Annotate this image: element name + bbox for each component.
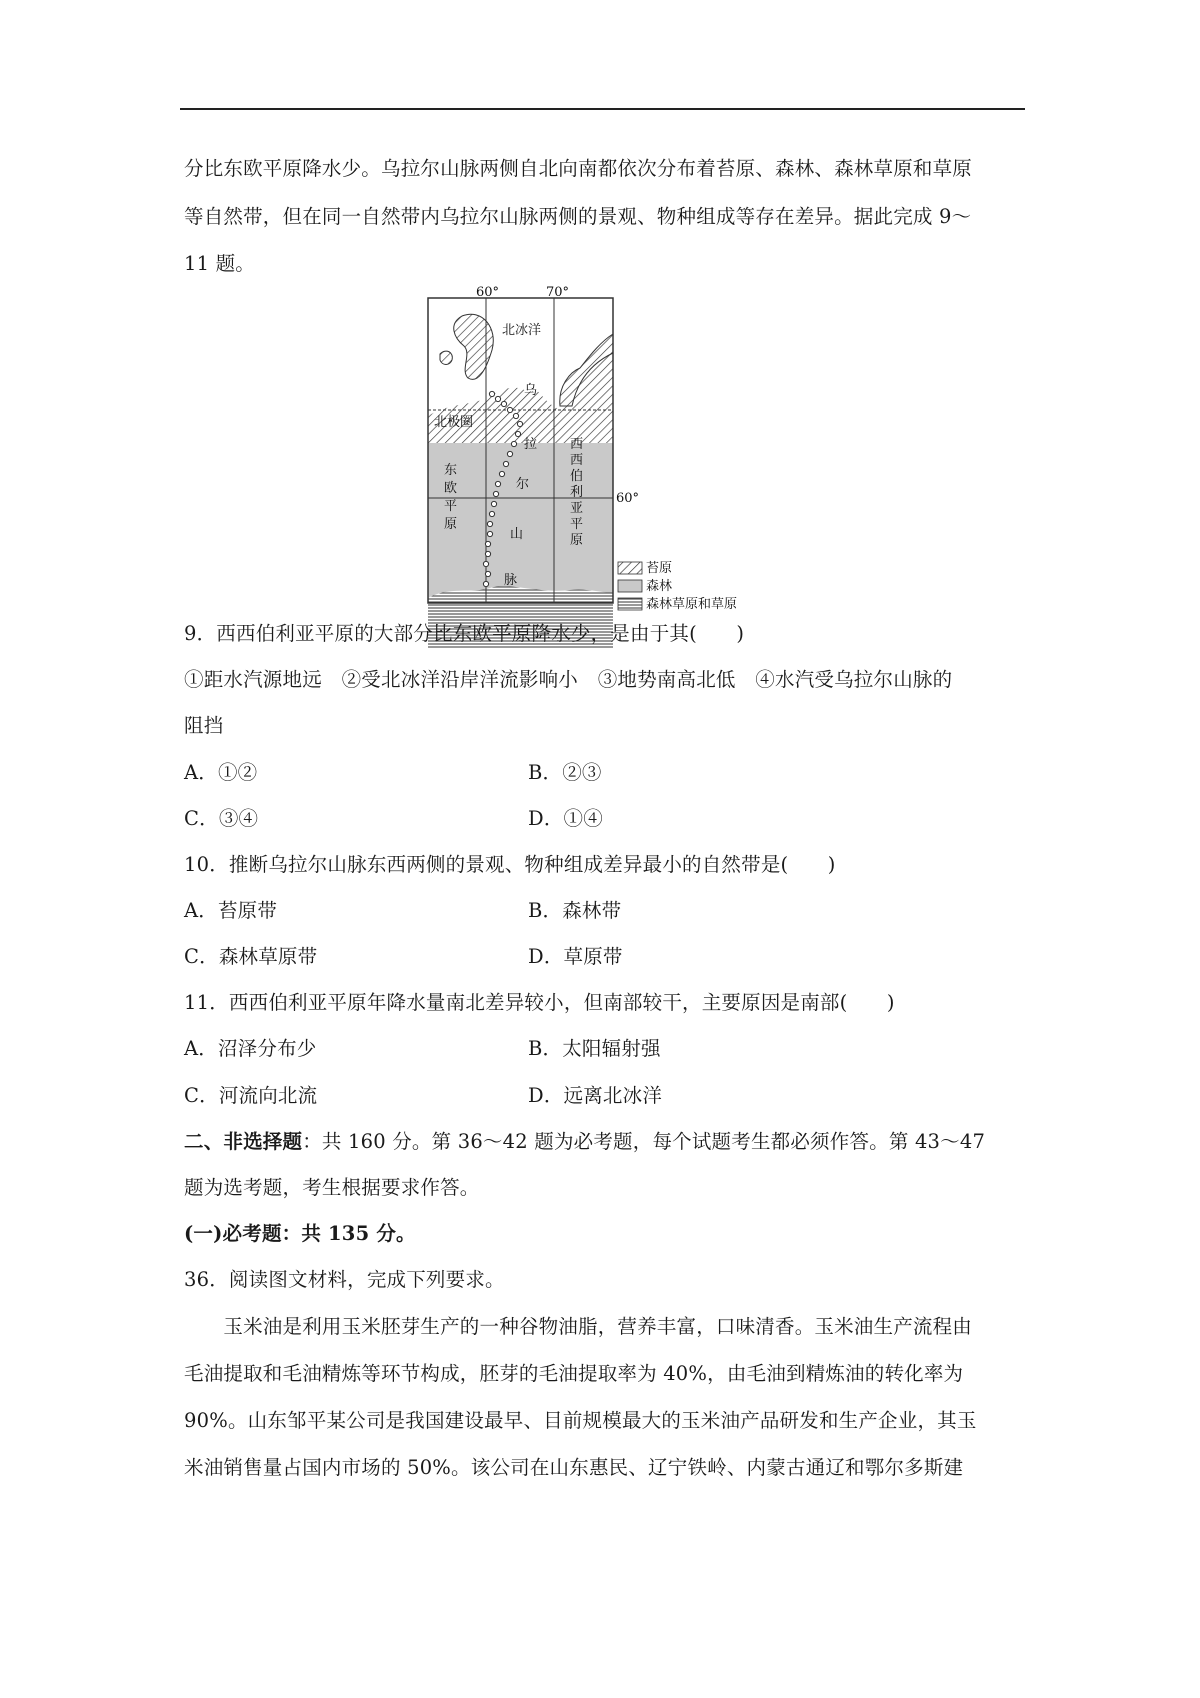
- ural-label-3: 尔: [516, 477, 530, 492]
- q11-stem: 11．西西伯利亚平原年降水量南北差异较小，但南部较干，主要原因是南部( ): [184, 991, 895, 1014]
- section-2-line-2: 题为选考题，考生根据要求作答。: [184, 1176, 480, 1199]
- eeplain-char-2: 欧: [444, 481, 458, 496]
- ural-label-5: 脉: [504, 573, 518, 588]
- legend-label-tundra: 苔原: [646, 561, 673, 576]
- eeplain-char-3: 平: [444, 499, 458, 514]
- eeplain-char-1: 东: [444, 463, 458, 478]
- arctic-circle-label: 北极圈: [434, 415, 474, 430]
- intro-line-2: 等自然带，但在同一自然带内乌拉尔山脉两侧的景观、物种组成等存在差异。据此完成 9～: [184, 205, 972, 228]
- q11-choice-a: A．沼泽分布少: [184, 1037, 317, 1060]
- eeplain-char-4: 原: [444, 517, 458, 532]
- q10-choice-a: A．苔原带: [184, 899, 278, 922]
- section-2-line-1-rest: ：共 160 分。第 36～42 题为必考题，每个试题考生都必须作答。第 43～47: [302, 1130, 986, 1153]
- q9-choice-d: D．①④: [528, 807, 603, 830]
- q9-stem: 9．西西伯利亚平原的大部分比东欧平原降水少，是由于其( ): [184, 622, 745, 645]
- legend-swatch-forest: [618, 580, 642, 592]
- q9-options-line-1: ①距水汽源地远 ②受北冰洋沿岸洋流影响小 ③地势南高北低 ④水汽受乌拉尔山脉的: [184, 668, 953, 691]
- header-rule: [180, 108, 1025, 110]
- q11-choice-d: D．远离北冰洋: [528, 1084, 663, 1107]
- wsplain-char-5: 亚: [570, 501, 584, 516]
- wsplain-char-6: 平: [570, 517, 584, 532]
- q10-choice-b: B．森林带: [528, 899, 622, 922]
- q11-choice-b: B．太阳辐射强: [528, 1037, 661, 1060]
- q36-para-line-1: 玉米油是利用玉米胚芽生产的一种谷物油脂，营养丰富，口味清香。玉米油生产流程由: [184, 1315, 973, 1338]
- q10-choice-c: C．森林草原带: [184, 945, 318, 968]
- legend-label-forest: 森林: [646, 579, 673, 594]
- intro-line-1: 分比东欧平原降水少。乌拉尔山脉两侧自北向南都依次分布着苔原、森林、森林草原和草原: [184, 157, 973, 180]
- legend-label-steppe: 森林草原和草原: [646, 597, 738, 612]
- wsplain-char-1: 西: [570, 437, 584, 452]
- q36-para-line-4: 米油销售量占国内市场的 50%。该公司在山东惠民、辽宁铁岭、内蒙古通辽和鄂尔多斯建: [184, 1456, 964, 1479]
- q9-choice-c: C．③④: [184, 807, 259, 830]
- q36-stem: 36．阅读图文材料，完成下列要求。: [184, 1268, 505, 1291]
- q10-stem: 10．推断乌拉尔山脉东西两侧的景观、物种组成差异最小的自然带是( ): [184, 853, 836, 876]
- ural-label-4: 山: [510, 527, 524, 542]
- lon-60-label: 60°: [476, 285, 500, 300]
- wsplain-char-3: 伯: [570, 469, 584, 484]
- legend-swatch-tundra: [618, 562, 642, 574]
- arctic-ocean-label: 北冰洋: [502, 323, 542, 338]
- q9-choice-b: B．②③: [528, 761, 602, 784]
- wsplain-char-4: 利: [570, 485, 584, 500]
- q36-para-line-3: 90%。山东邹平某公司是我国建设最早、目前规模最大的玉米油产品研发和生产企业，其玉: [184, 1409, 977, 1432]
- q9-choice-a: A．①②: [184, 761, 258, 784]
- section-2-line-1: [184, 1129, 985, 1155]
- lat-60-label: 60°: [616, 491, 640, 506]
- lon-70-label: 70°: [546, 285, 570, 300]
- ural-map-figure: [420, 285, 780, 648]
- ural-label-1: 乌: [524, 383, 538, 398]
- wsplain-char-2: 西: [570, 453, 584, 468]
- map-legend: [618, 561, 737, 612]
- small-island: [440, 351, 452, 364]
- required-questions-heading: (一)必考题：共 135 分。: [184, 1222, 416, 1245]
- section-2-heading: 二、非选择题: [184, 1130, 303, 1153]
- novaya-zemlya: [454, 314, 494, 379]
- q11-choice-c: C．河流向北流: [184, 1084, 318, 1107]
- q10-choice-d: D．草原带: [528, 945, 623, 968]
- intro-line-3: 11 题。: [184, 252, 256, 275]
- q9-options-line-2: 阻挡: [184, 714, 224, 737]
- wsplain-char-7: 原: [570, 533, 584, 548]
- legend-swatch-steppe: [618, 598, 642, 610]
- ural-label-2: 拉: [524, 437, 538, 452]
- q36-para-line-2: 毛油提取和毛油精炼等环节构成，胚芽的毛油提取率为 40%，由毛油到精炼油的转化率为: [184, 1362, 964, 1385]
